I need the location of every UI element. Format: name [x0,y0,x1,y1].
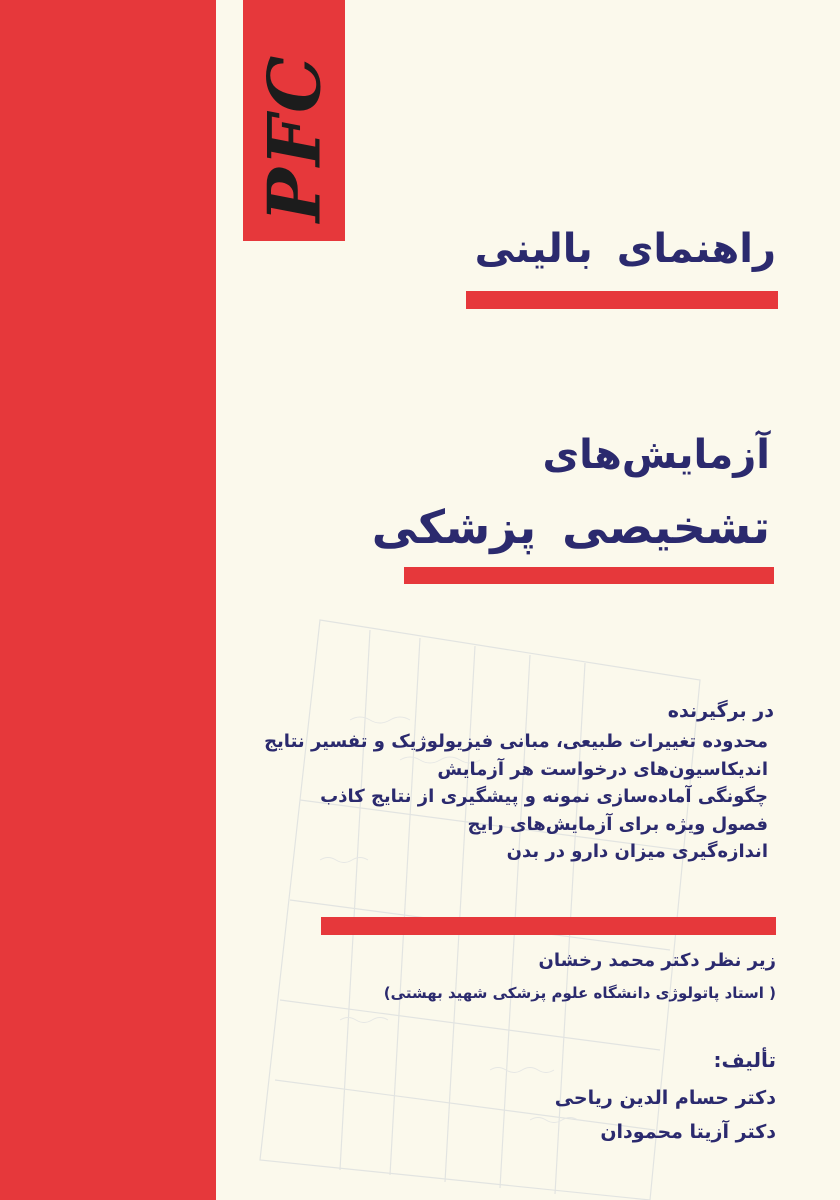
contents-item: فصول ویژه برای آزمایش‌های رایج [467,813,768,835]
divider-bar-3 [321,917,776,935]
series-title: راهنمای بالینی [474,226,776,272]
contents-item: چگونگی آماده‌سازی نمونه و پیشگیری از نتایج کاذب [320,786,768,807]
supervisor-affiliation: ( استاد پاتولوژی دانشگاه علوم پزشکی شهید بهشتی) [383,984,776,1002]
supervisor-line: زیر نظر دکتر محمد رخشان [538,950,776,971]
lab-sheet-watermark-icon [230,600,790,1200]
contents-heading: در برگیرنده [667,700,774,722]
divider-bar-2 [404,567,774,584]
author-name: دکتر حسام الدین ریاحی [554,1087,776,1109]
contents-item: محدوده تغییرات طبیعی، مبانی فیزیولوژیک و تفسیر نتایج [264,731,768,752]
book-title-line-2: تشخیصی پزشکی [371,500,770,554]
publisher-logo: PFC [251,53,337,223]
contents-item: اندیکاسیون‌های درخواست هر آزمایش [437,758,768,780]
book-title-line-1: آزمایش‌های [542,432,770,478]
divider-bar-1 [466,291,778,309]
author-name: دکتر آزیتا محمودان [600,1121,776,1143]
authors-label: تألیف: [713,1048,776,1072]
red-spine-band [0,0,216,1200]
contents-item: اندازه‌گیری میزان دارو در بدن [506,841,768,862]
contents-list [264,728,768,866]
